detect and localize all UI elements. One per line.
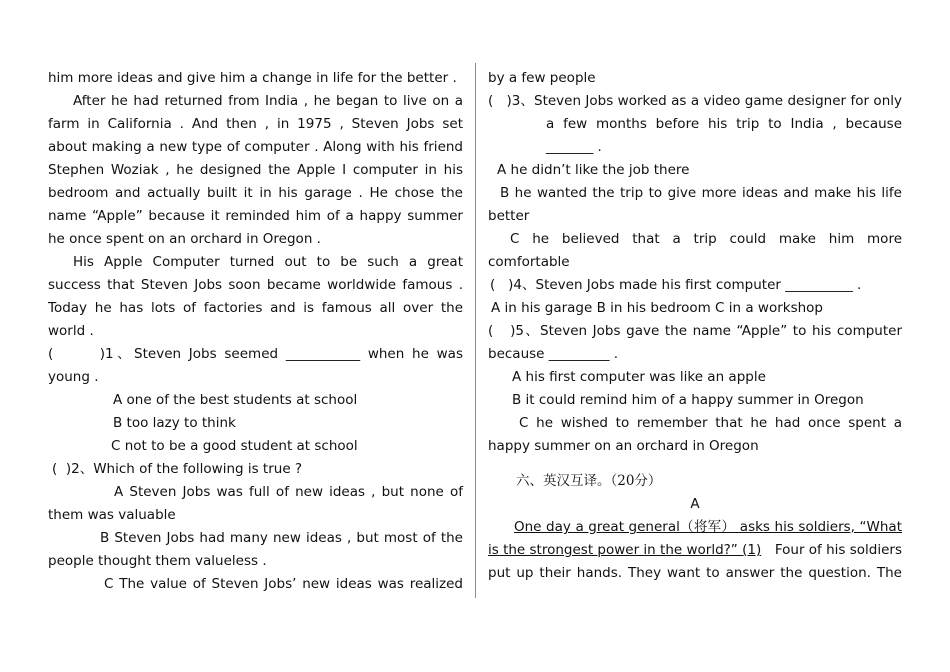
passage-text: Four of his soldiers bbox=[774, 542, 902, 558]
option-b: better bbox=[488, 208, 530, 224]
option-c: C not to be a good student at school bbox=[111, 438, 358, 454]
option-b: B Steven Jobs had many new ideas , but most of the bbox=[100, 530, 463, 546]
section-title: 六、英汉互译。（20分） bbox=[516, 473, 662, 489]
question-stem: ( )5、Steven Jobs gave the name “Apple” to his computer bbox=[488, 323, 902, 339]
option-a: A one of the best students at school bbox=[113, 392, 358, 408]
option-c: C he wished to remember that he had once spent a bbox=[519, 415, 902, 431]
question-3 bbox=[488, 90, 902, 274]
left-column bbox=[48, 67, 463, 596]
option-c: by a few people bbox=[488, 70, 596, 86]
option-b: B he wanted the trip to give more ideas and make his life bbox=[500, 185, 902, 201]
passage-label: A bbox=[690, 496, 700, 512]
option-b: B too lazy to think bbox=[113, 415, 236, 431]
passage-line: him more ideas and give him a change in life for the better . bbox=[48, 70, 457, 86]
option-a: A he didn’t like the job there bbox=[497, 162, 690, 178]
passage-line: he once spent on an orchard in Oregon . bbox=[48, 231, 321, 247]
passage-line: His Apple Computer turned out to be such a great bbox=[73, 254, 463, 270]
option-c: C he believed that a trip could make him more bbox=[510, 231, 902, 247]
option-c: C The value of Steven Jobs’ new ideas was realized bbox=[104, 576, 463, 592]
question-stem: young . bbox=[48, 369, 99, 385]
translation-sentence-1: One day a great general（将军） asks his soldiers, “What bbox=[514, 519, 902, 535]
passage-paragraph-3 bbox=[48, 251, 463, 343]
option-a: them was valuable bbox=[48, 507, 176, 523]
passage-line: Today he has lots of factories and is famous all over the bbox=[48, 300, 463, 316]
passage-line bbox=[488, 539, 902, 562]
option-c: happy summer on an orchard in Oregon bbox=[488, 438, 759, 454]
passage-line: success that Steven Jobs soon became worldwide famous . bbox=[48, 277, 463, 293]
passage-line: bedroom and actually built it in his garage . He chose the bbox=[48, 185, 463, 201]
passage-line: name “Apple” because it reminded him of a happy summer bbox=[48, 208, 463, 224]
passage-line: farm in California . And then , in 1975 , Steven Jobs set bbox=[48, 116, 463, 132]
question-stem: ( )1、Steven Jobs seemed ___________ when he was bbox=[48, 346, 463, 362]
question-stem: because _________ . bbox=[488, 346, 619, 362]
option-c: comfortable bbox=[488, 254, 570, 270]
option-b: people thought them valueless . bbox=[48, 553, 267, 569]
question-stem: ( )2、Which of the following is true ? bbox=[52, 461, 303, 477]
question-5 bbox=[488, 320, 902, 458]
passage-line: After he had returned from India , he began to live on a bbox=[73, 93, 463, 109]
question-stem: a few months before his trip to India , because bbox=[546, 116, 902, 132]
option-b: B it could remind him of a happy summer in Oregon bbox=[512, 392, 864, 408]
passage-line: world . bbox=[48, 323, 94, 339]
passage-line: Stephen Woziak , he designed the Apple I computer in his bbox=[48, 162, 463, 178]
question-stem: _______ . bbox=[546, 139, 602, 155]
right-column bbox=[488, 67, 902, 585]
translation-sentence-1-end: is the strongest power in the world?” (1) bbox=[488, 542, 762, 558]
passage-paragraph-2 bbox=[48, 90, 463, 251]
option-a: A his first computer was like an apple bbox=[512, 369, 766, 385]
question-4 bbox=[488, 274, 902, 320]
question-1 bbox=[48, 343, 463, 458]
option-a: A Steven Jobs was full of new ideas , but none of bbox=[114, 484, 463, 500]
passage-line: about making a new type of computer . Along with his friend bbox=[48, 139, 463, 155]
question-2 bbox=[48, 458, 463, 596]
question-stem: ( )4、Steven Jobs made his first computer __________ . bbox=[490, 277, 862, 293]
options: A in his garage B in his bedroom C in a workshop bbox=[491, 300, 823, 316]
section-6 bbox=[488, 470, 902, 585]
question-stem: ( )3、Steven Jobs worked as a video game designer for only bbox=[488, 93, 902, 109]
column-divider bbox=[475, 63, 476, 598]
passage-line: put up their hands. They want to answer the question. The bbox=[488, 565, 902, 581]
